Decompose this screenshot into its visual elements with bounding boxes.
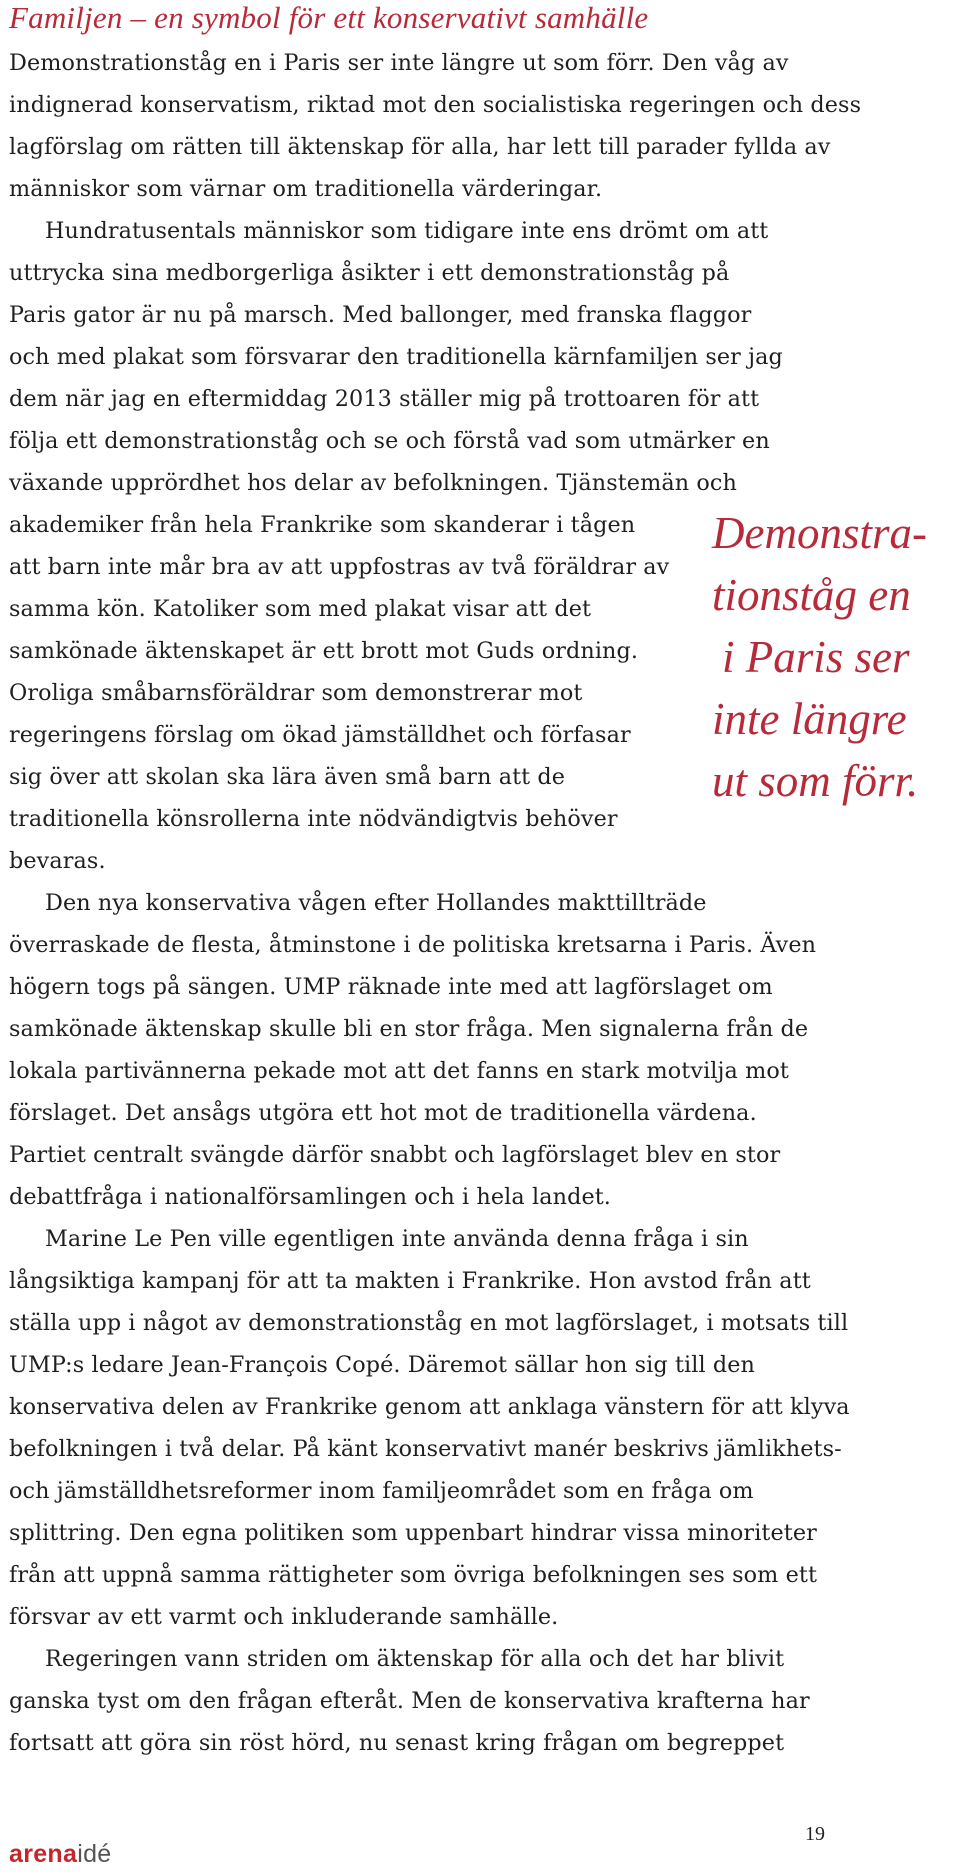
section-heading: Familjen – en symbol för ett konservativt samhälle [9,0,649,35]
paragraph-2-line: sig över att skolan ska lära även små barn att de [9,764,566,790]
pull-quote-line: Demonstra- [712,508,927,558]
paragraph-4: Marine Le Pen ville egentligen inte använda denna fråga i sin långsiktiga kampanj för att ta makten i Frankrike. Hon avstod från att ställa upp i något av demonstrationståg en mot lagförslaget, i motsats till UMP:s ledare Jean-François Copé. Däremot sällar hon sig till den konservativa delen av Frankrike genom att anklaga vänstern för att klyva befolkningen i två delar. På känt konservativt manér beskrivs jämlikhets- och jämställdhetsreformer inom familjeområdet som en fråga om splittring. Den egna politiken som uppenbart hindrar vissa minoriteter från att uppnå samma rättigheter som övriga befolkningen ses som ett försvar av ett varmt och inkluderande samhälle. [9,1226,850,1630]
paragraph-2-line: att barn inte mår bra av att uppfostras av två föräldrar av [9,554,670,580]
logo-part-arena: arena [9,1840,78,1868]
paragraph-2-line: Oroliga småbarnsföräldrar som demonstrerar mot [9,680,583,706]
paragraph-1: Demonstrationståg en i Paris ser inte längre ut som förr. Den våg av indignerad konservatism, riktad mot den socialistiska regeringen och dess lagförslag om rätten till äktenskap för alla, har lett till parader fyllda av människor som värnar om traditionella värderingar. [9,50,862,202]
paragraph-2-line: akademiker från hela Frankrike som skanderar i tågen [9,512,636,538]
paragraph-2-line: bevaras. [9,848,106,874]
pull-quote-line: inte längre [712,694,907,744]
paragraph-2-line: regeringens förslag om ökad jämställdhet och förfasar [9,722,631,748]
page-number: 19 [805,1823,825,1845]
pull-quote-line: ut som förr. [712,756,919,806]
paragraph-2: Hundratusentals människor som tidigare inte ens drömt om att uttrycka sina medborgerliga åsikter i ett demonstrationståg på Paris gator är nu på marsch. Med ballonger, med franska flaggor och med plakat som försvarar den traditionella kärnfamiljen ser jag dem när jag en eftermiddag 2013 ställer mig på trottoaren för att följa ett demonstrationståg och se och förstå vad som utmärker en växande upprördhet hos delar av befolkningen. Tjänstemän och [9,218,783,496]
paragraph-2-line: samkönade äktenskapet är ett brott mot Guds ordning. [9,638,639,664]
pull-quote-line: tionståg en [712,570,911,620]
paragraph-2-line: traditionella könsrollerna inte nödvändigtvis behöver [9,806,618,832]
paragraph-5: Regeringen vann striden om äktenskap för alla och det har blivit ganska tyst om den frågan efteråt. Men de konservativa krafterna har fortsatt att göra sin röst hörd, nu senast kring frågan om begreppet [9,1646,810,1756]
pull-quote [712,502,960,812]
logo-part-ide: idé [77,1840,112,1868]
paragraph-3: Den nya konservativa vågen efter Hollandes makttillträde överraskade de flesta, åtminstone i de politiska kretsarna i Paris. Även högern togs på sängen. UMP räknade inte med att lagförslaget om samkönade äktenskap skulle bli en stor fråga. Men signalerna från de lokala partivännerna pekade mot att det fanns en stark motvilja mot förslaget. Det ansågs utgöra ett hot mot de traditionella värdena. Partiet centralt svängde därför snabbt och lagförslaget blev en stor debattfråga i nationalförsamlingen och i hela landet. [9,890,817,1210]
pull-quote-line: i Paris ser [722,632,910,682]
article-body [9,42,889,1764]
paragraph-2-line: samma kön. Katoliker som med plakat visar att det [9,596,592,622]
arenaide-logo [9,1840,111,1868]
